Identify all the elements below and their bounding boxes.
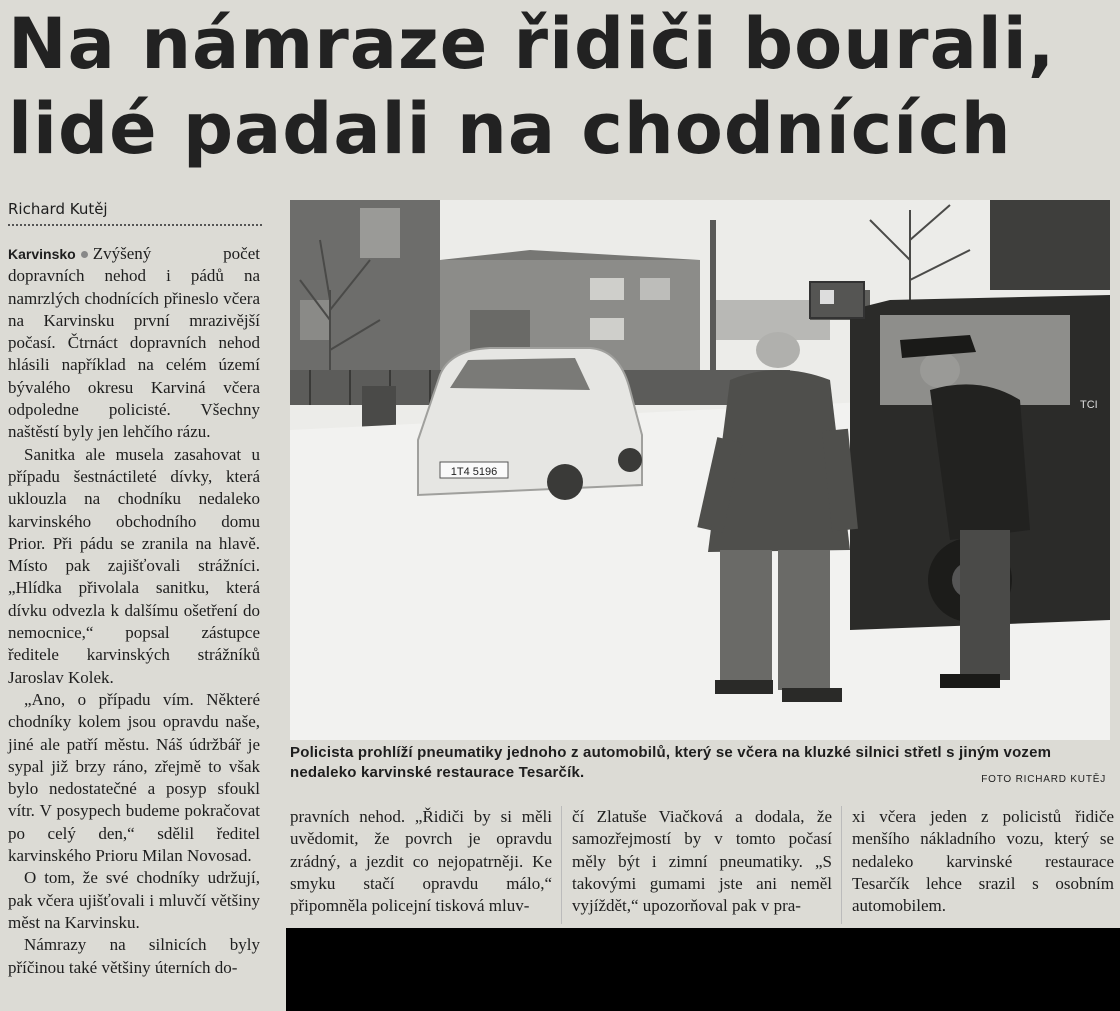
headline-line-2: lidé padali na chodnících bbox=[8, 88, 1012, 170]
license-plate: 1T4 5196 bbox=[450, 466, 498, 478]
dateline: Karvinsko bbox=[8, 246, 76, 262]
paragraph-4: O tom, že své chodníky udržují, pak včera ujišťovali i mluvčí většiny měst na Karvinsku. bbox=[8, 868, 260, 932]
column-2-text: pravních nehod. „Řidiči by si měli uvědomit, že povrch je opravdu zrádný, a jezdit co nejopatrněji. Ke smyku stačí opravdu málo,“ připomněla policejní tisková mluv- bbox=[290, 807, 552, 916]
truck-badge: TCI bbox=[1080, 399, 1098, 411]
article-column-4 bbox=[852, 806, 1114, 917]
paragraph-3: „Ano, o případu vím. Některé chodníky kolem jsou opravdu naše, jiné ale patří městu. Náš údržbář je sypal již brzy ráno, zřejmě to však bylo nedostatečné a posyp sfoukl vítr. V posypech budeme pokračovat po celý den,“ sdělil ředitel karvinského Prioru Milan Novosad. bbox=[8, 689, 260, 866]
headline bbox=[8, 2, 1112, 172]
article-column-3 bbox=[572, 806, 832, 917]
paragraph-5: Námrazy na silnicích byly příčinou také většiny úterních do- bbox=[8, 935, 260, 977]
headline-line-1: Na námraze řidiči bourali, bbox=[8, 3, 1056, 85]
photo-credit: FOTO RICHARD KUTĚJ bbox=[981, 774, 1106, 785]
paragraph-1-text: Zvýšený počet dopravních nehod i pádů na namrzlých chodnících přineslo včera na Karvinsku první mrazivější počasí. Čtrnáct dopravních nehod hlásili například na celém území bývalého okresu Karviná včera odpoledne policisté. Všechny naštěstí byly jen lehčího rázu. bbox=[8, 244, 260, 442]
column-divider bbox=[841, 806, 842, 924]
byline: Richard Kutěj bbox=[8, 198, 262, 226]
article-column-2 bbox=[290, 806, 552, 917]
news-photo bbox=[290, 200, 1110, 740]
redaction-block bbox=[286, 928, 1120, 1011]
article-column-1 bbox=[8, 243, 260, 979]
paragraph-2: Sanitka ale musela zasahovat u případu šestnáctileté dívky, která uklouzla na chodníku nedaleko karvinského obchodního domu Prior. Při pádu se zranila na hlavě. Místo pak zajišťovali strážníci. „Hlídka přivolala sanitku, která dívku odvezla k dalšímu ošetření do nemocnice,“ popsal zástupce ředitele karvinských strážníků Jaroslav Kolek. bbox=[8, 444, 260, 687]
column-4-text: xi včera jeden z policistů řidiče menšího nákladního vozu, který se nedaleko karvinské restaurace Tesarčík lehce srazil s osobním automobilem. bbox=[852, 807, 1114, 916]
bullet-dot-icon bbox=[81, 251, 88, 258]
column-divider bbox=[561, 806, 562, 924]
paragraph-1 bbox=[8, 243, 260, 444]
column-3-text: čí Zlatuše Viačková a dodala, že samozřejmostí by v tomto počasí měly být i zimní pneumatiky. „S takovými gumami jste ani neměl vyjíždět,“ upozorňoval pak v pra- bbox=[572, 807, 832, 916]
photo-caption: Policista prohlíží pneumatiky jednoho z automobilů, který se včera na kluzké silnici střetl s jiným vozem nedaleko karvinské restaurace Tesarčík. bbox=[290, 744, 1052, 781]
